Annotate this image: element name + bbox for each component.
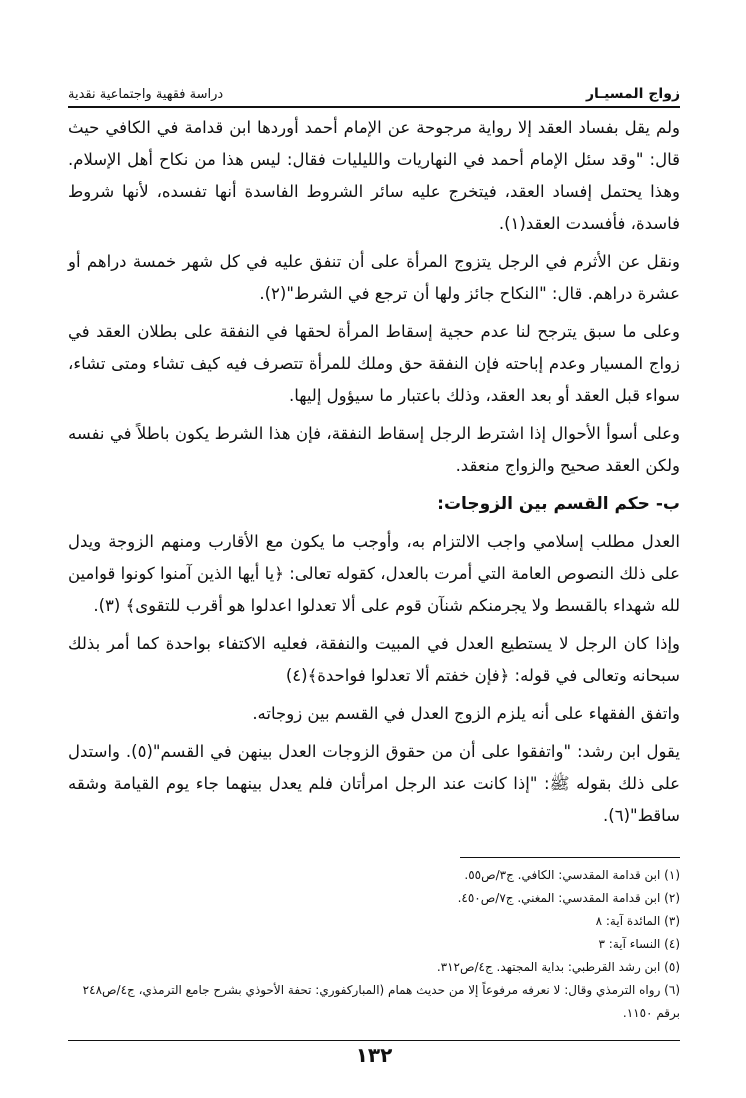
footnote-3: (٣) المائدة آية: ٨ [595, 914, 680, 928]
paragraph-1: ولم يقل بفساد العقد إلا رواية مرجوحة عن الإمام أحمد أوردها ابن قدامة في الكافي حيث قال: "وقد سئل الإمام أحمد في النهاريات والليليات فقال: ليس هذا من نكاح أهل الإسلام. وهذا يحتمل إفساد العقد، فيتخرج عليه سائر الشروط الفاسدة أنها تفسده، لأنها شروط فاسدة، فأفسدت العقد(١). [68, 118, 680, 233]
bottom-rule [68, 1040, 680, 1041]
footnotes [68, 864, 680, 1025]
running-header [68, 78, 680, 108]
paragraph-6: وإذا كان الرجل لا يستطيع العدل في المبيت والنفقة، فعليه الاكتفاء بواحدة كما أمر بذلك سبحانه وتعالى في قوله: ﴿فإن خفتم ألا تعدلوا فواحدة﴾(٤) [68, 634, 680, 685]
paragraph-4: وعلى أسوأ الأحوال إذا اشترط الرجل إسقاط النفقة، فإن هذا الشرط يكون باطلاً في نفسه ولكن العقد صحيح والزواج منعقد. [68, 424, 680, 475]
footnote-4: (٤) النساء آية: ٣ [598, 937, 680, 951]
page-number: ١٣٢ [355, 1043, 393, 1067]
footnote-separator [460, 857, 680, 858]
paragraph-8: يقول ابن رشد: "واتفقوا على أن من حقوق الزوجات العدل بينهن في القسم"(٥). واستدل على ذلك بقوله ﷺ: "إذا كانت عند الرجل امرأتان فلم يعدل بينهما جاء يوم القيامة وشقه ساقط"(٦). [68, 742, 680, 825]
section-heading: ب- حكم القسم بين الزوجات: [437, 494, 680, 514]
book-title: زواج المسيـار [585, 86, 680, 102]
book-subtitle: دراسة فقهية واجتماعية نقدية [68, 87, 224, 102]
footnote-6: (٦) رواه الترمذي وقال: لا نعرفه مرفوعاً إلا من حديث همام (المباركفوري: تحفة الأحوذي بشرح جامع الترمذي، ج٤/ص٢٤٨ برقم ١١٥٠. [82, 983, 680, 1020]
body-text [68, 112, 680, 838]
paragraph-7: واتفق الفقهاء على أنه يلزم الزوج العدل في القسم بين زوجاته. [252, 704, 680, 723]
footnote-2: (٢) ابن قدامة المقدسي: المغني. ج٧/ص٤٥٠. [457, 891, 680, 905]
document-page [68, 0, 680, 1098]
footnote-5: (٥) ابن رشد القرطبي: بداية المجتهد. ج٤/ص٣١٢. [436, 960, 680, 974]
paragraph-2: ونقل عن الأثرم في الرجل يتزوج المرأة على أن تنفق عليه في كل شهر خمسة دراهم أو عشرة دراهم. قال: "النكاح جائز ولها أن ترجع في الشرط"(٢). [68, 252, 680, 303]
paragraph-5: العدل مطلب إسلامي واجب الالتزام به، وأوجب ما يكون مع الأقارب ومنهم الزوجة ويدل على ذلك النصوص العامة التي أمرت بالعدل، كقوله تعالى: ﴿يا أيها الذين آمنوا كونوا قوامين لله شهداء بالقسط ولا يجرمنكم شنآن قوم على ألا تعدلوا اعدلوا هو أقرب للتقوى﴾ (٣). [68, 532, 680, 615]
paragraph-3: وعلى ما سبق يترجح لنا عدم حجية إسقاط المرأة لحقها في النفقة على بطلان العقد في زواج المسيار وعدم إباحته فإن النفقة حق وملك للمرأة تتصرف فيه كيف تشاء ومتى تشاء، سواء قبل العقد أو بعد العقد، وذلك باعتبار ما سيؤول إليها. [68, 322, 680, 405]
footnote-1: (١) ابن قدامة المقدسي: الكافي. ج٣/ص٥٥. [464, 868, 680, 882]
